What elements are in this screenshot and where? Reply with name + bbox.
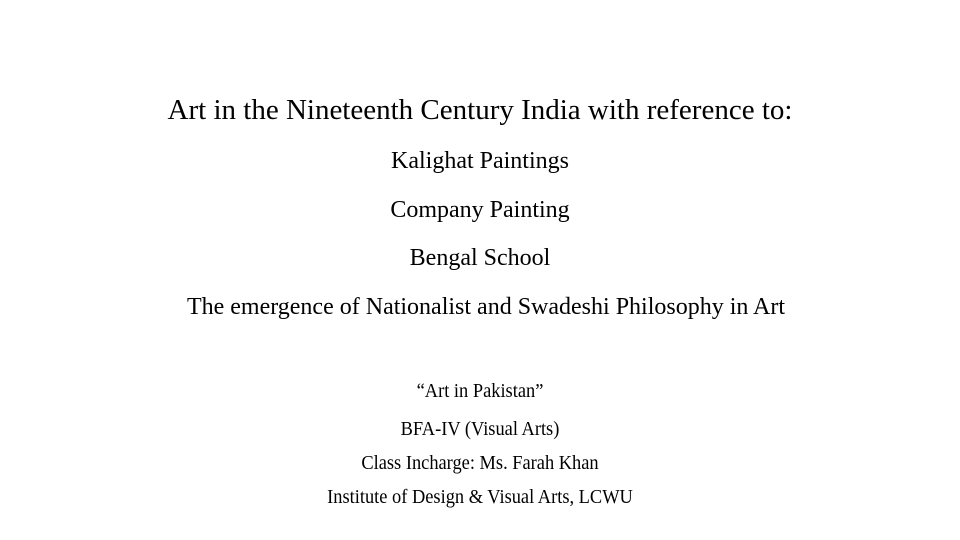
topic-company-painting: Company Painting	[390, 197, 570, 223]
course-name: “Art in Pakistan”	[416, 380, 544, 402]
topic-bengal-school: Bengal School	[409, 245, 551, 271]
program-name: BFA-IV (Visual Arts)	[400, 418, 560, 440]
class-incharge: Class Incharge: Ms. Farah Khan	[361, 452, 599, 474]
topic-kalighat-paintings: Kalighat Paintings	[391, 148, 569, 174]
topic-nationalist-swadeshi: The emergence of Nationalist and Swadeshi Philosophy in Art	[186, 294, 786, 320]
institute-name: Institute of Design & Visual Arts, LCWU	[327, 486, 633, 508]
slide-title: Art in the Nineteenth Century India with reference to:	[167, 94, 793, 126]
